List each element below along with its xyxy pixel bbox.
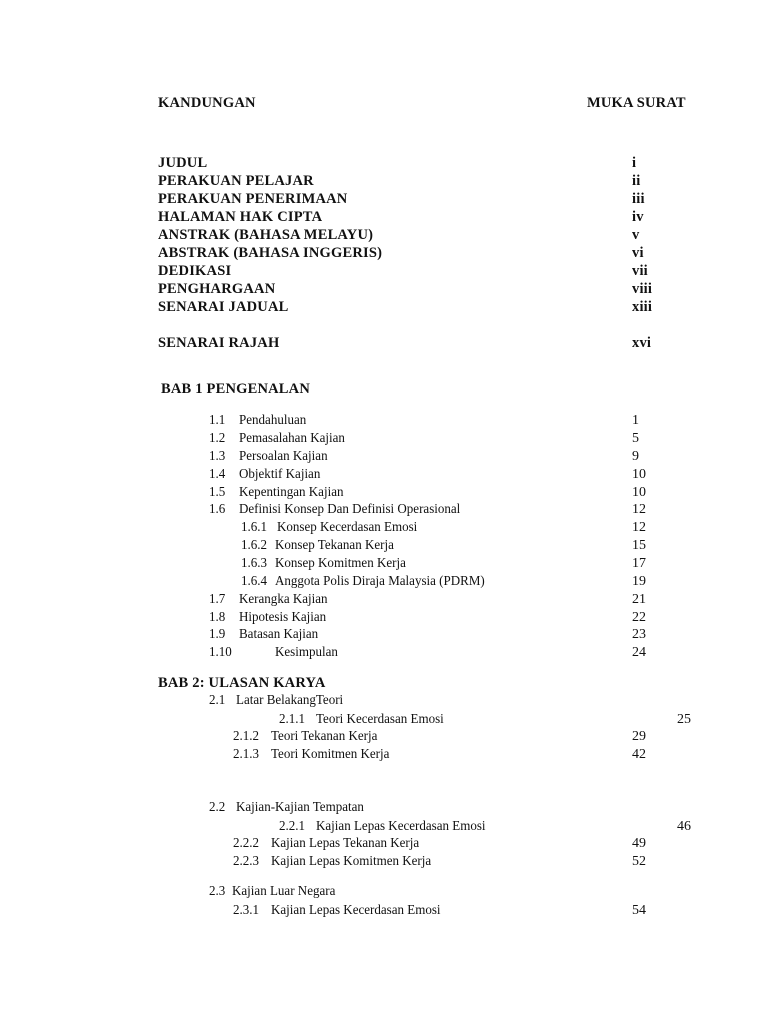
- toc-entry-number: 2.2.3: [233, 854, 260, 869]
- toc-entry-page: 1: [632, 413, 639, 428]
- toc-entry-title: Teori Kecerdasan Emosi: [316, 712, 444, 727]
- toc-entry-number: 2.1.2: [233, 729, 260, 744]
- toc-entry-number: 1.3: [209, 449, 226, 464]
- toc-entry-title: Kajian-Kajian Tempatan: [236, 800, 364, 815]
- front-matter-label: ANSTRAK (BAHASA MELAYU): [158, 227, 374, 243]
- toc-entry-title: Kajian Lepas Komitmen Kerja: [271, 854, 432, 869]
- toc-entry-number: 1.6.3: [241, 556, 268, 571]
- toc-entry-page: 12: [632, 520, 646, 535]
- toc-entry-title: Batasan Kajian: [239, 627, 319, 642]
- toc-entry-title: Kajian Luar Negara: [232, 884, 336, 899]
- toc-entry-page: 29: [632, 729, 646, 744]
- toc-entry-number: 1.6.2: [241, 538, 268, 553]
- toc-entry-title: Pemasalahan Kajian: [239, 431, 345, 446]
- toc-entry-number: 2.2: [209, 800, 226, 815]
- toc-entry-title: Kajian Lepas Kecerdasan Emosi: [271, 903, 441, 918]
- toc-entry-page: 10: [632, 467, 646, 482]
- toc-entry-title: Hipotesis Kajian: [239, 610, 327, 625]
- toc-entry-title: Kepentingan Kajian: [239, 485, 344, 500]
- toc-entry-number: 1.7: [209, 592, 226, 607]
- toc-entry-number: 1.2: [209, 431, 226, 446]
- toc-entry-title: Konsep Kecerdasan Emosi: [277, 520, 418, 535]
- toc-entry-page: 25: [677, 712, 691, 727]
- toc-entry-title: Latar BelakangTeori: [236, 693, 344, 708]
- front-matter-label: PENGHARGAAN: [158, 281, 276, 297]
- toc-entry-number: 1.4: [209, 467, 226, 482]
- toc-entry-number: 2.3.1: [233, 903, 260, 918]
- toc-entry-number: 2.2.2: [233, 836, 260, 851]
- toc-entry-title: Anggota Polis Diraja Malaysia (PDRM): [275, 574, 485, 589]
- toc-entry-page: 19: [632, 574, 646, 589]
- toc-entry-page: 9: [632, 449, 639, 464]
- toc-entry-number: 2.3: [209, 884, 226, 899]
- chapter-2-heading: BAB 2: ULASAN KARYA: [158, 675, 326, 691]
- front-matter-page: iii: [632, 191, 645, 207]
- toc-entry-page: 17: [632, 556, 646, 571]
- toc-entry-page: 21: [632, 592, 646, 607]
- toc-entry-title: Objektif Kajian: [239, 467, 321, 482]
- toc-entry-title: Kesimpulan: [275, 645, 338, 660]
- front-matter-page: v: [632, 227, 640, 243]
- toc-entry-number: 1.1: [209, 413, 226, 428]
- toc-entry-page: 24: [632, 645, 646, 660]
- toc-entry-number: 1.9: [209, 627, 226, 642]
- front-matter-page: ii: [632, 173, 641, 189]
- front-matter-label: SENARAI RAJAH: [158, 335, 280, 351]
- toc-entry-title: Teori Komitmen Kerja: [271, 747, 390, 762]
- toc-entry-page: 15: [632, 538, 646, 553]
- toc-entry-number: 2.1: [209, 693, 226, 708]
- toc-entry-number: 1.6.1: [241, 520, 268, 535]
- toc-entry-title: Kajian Lepas Kecerdasan Emosi: [316, 819, 486, 834]
- toc-entry-page: 5: [632, 431, 639, 446]
- front-matter-page: xvi: [632, 335, 652, 351]
- front-matter-label: JUDUL: [158, 155, 208, 171]
- toc-entry-page: 42: [632, 747, 646, 762]
- toc-entry-page: 12: [632, 502, 646, 517]
- toc-entry-page: 49: [632, 836, 646, 851]
- front-matter-page: xiii: [632, 299, 653, 315]
- toc-entry-title: Kerangka Kajian: [239, 592, 328, 607]
- toc-entry-number: 1.5: [209, 485, 226, 500]
- front-matter-label: DEDIKASI: [158, 263, 232, 279]
- front-matter-page: vi: [632, 245, 644, 261]
- front-matter-label: HALAMAN HAK CIPTA: [158, 209, 323, 225]
- front-matter-page: viii: [632, 281, 653, 297]
- toc-entry-page: 10: [632, 485, 646, 500]
- front-matter-label: SENARAI JADUAL: [158, 299, 289, 315]
- page-column-heading: MUKA SURAT: [587, 95, 686, 111]
- toc-entry-title: Konsep Tekanan Kerja: [275, 538, 394, 553]
- toc-entry-title: Persoalan Kajian: [239, 449, 328, 464]
- front-matter-label: PERAKUAN PENERIMAAN: [158, 191, 348, 207]
- toc-entry-page: 54: [632, 903, 646, 918]
- toc-entry-title: Pendahuluan: [239, 413, 307, 428]
- toc-entry-number: 2.1.3: [233, 747, 260, 762]
- front-matter-page: i: [632, 155, 637, 171]
- toc-entry-page: 23: [632, 627, 646, 642]
- toc-entry-number: 1.8: [209, 610, 226, 625]
- toc-heading: KANDUNGAN: [158, 95, 256, 111]
- toc-entry-number: 1.6.4: [241, 574, 268, 589]
- toc-entry-title: Kajian Lepas Tekanan Kerja: [271, 836, 420, 851]
- front-matter-label: PERAKUAN PELAJAR: [158, 173, 314, 189]
- toc-entry-number: 1.6: [209, 502, 226, 517]
- toc-entry-page: 52: [632, 854, 646, 869]
- front-matter-label: ABSTRAK (BAHASA INGGERIS): [158, 245, 383, 261]
- front-matter-page: iv: [632, 209, 644, 225]
- toc-entry-title: Konsep Komitmen Kerja: [275, 556, 406, 571]
- toc-entry-title: Definisi Konsep Dan Definisi Operasional: [239, 502, 461, 517]
- front-matter-page: vii: [632, 263, 648, 279]
- toc-entry-page: 46: [677, 819, 691, 834]
- chapter-1-heading: BAB 1 PENGENALAN: [161, 381, 311, 397]
- toc-entry-title: Teori Tekanan Kerja: [271, 729, 378, 744]
- toc-entry-number: 2.1.1: [279, 712, 306, 727]
- toc-entry-number: 1.10: [209, 645, 232, 660]
- toc-entry-page: 22: [632, 610, 646, 625]
- toc-entry-number: 2.2.1: [279, 819, 306, 834]
